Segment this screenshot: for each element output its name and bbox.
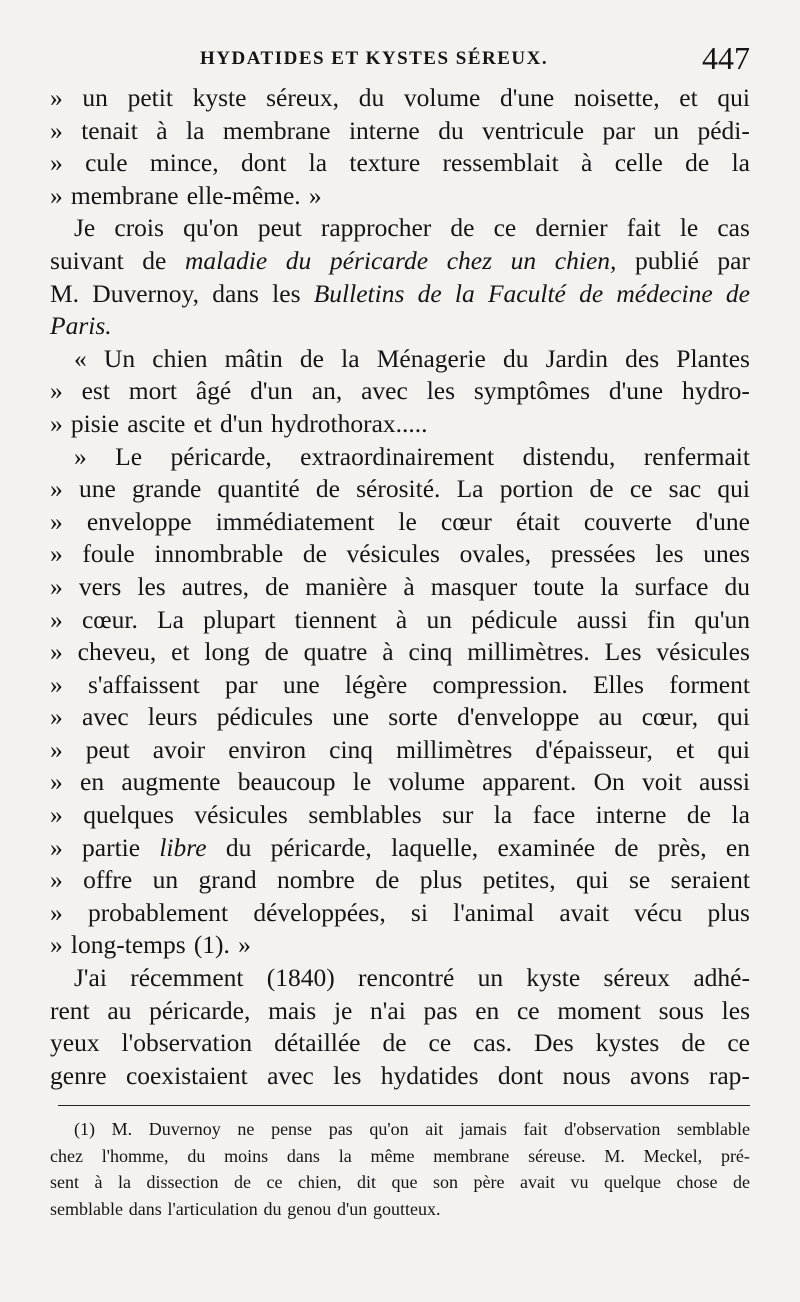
body-text-line: » partie libre du péricarde, laquelle, examinée de près, en <box>50 832 750 862</box>
body-text-line: » cheveu, et long de quatre à cinq millimètres. Les vésicules <box>50 637 750 667</box>
body-text-line: » long-temps (1). » <box>50 930 251 960</box>
body-text-line: suivant de maladie du péricarde chez un chien, publié par <box>50 245 750 275</box>
page-number: 447 <box>702 40 750 76</box>
body-text-line: » foule innombrable de vésicules ovales, pressées les unes <box>50 539 750 569</box>
body-text-line: » tenait à la membrane interne du ventricule par un pédi- <box>50 115 750 145</box>
body-text-line: » vers les autres, de manière à masquer toute la surface du <box>50 571 750 601</box>
body-text-line: » peut avoir environ cinq millimètres d'épaisseur, et qui <box>50 734 750 764</box>
footnotes <box>50 1116 750 1222</box>
body-text-line: » un petit kyste séreux, du volume d'une noisette, et qui <box>50 83 750 112</box>
body-text-line: » avec leurs pédicules une sorte d'enveloppe au cœur, qui <box>50 702 750 732</box>
footnote-line: semblable dans l'articulation du genou d'un goutteux. <box>50 1198 441 1219</box>
body-text-line: » Le péricarde, extraordinairement distendu, renfermait <box>74 441 750 471</box>
body-text-line: » s'affaissent par une légère compression. Elles forment <box>50 669 750 699</box>
body-text-line: » une grande quantité de sérosité. La portion de ce sac qui <box>50 474 750 504</box>
running-head <box>50 40 750 80</box>
body-text-line: » est mort âgé d'un an, avec les symptômes d'une hydro- <box>50 376 750 406</box>
body-text-line: » quelques vésicules semblables sur la face interne de la <box>50 800 750 830</box>
body-text-line: » cœur. La plupart tiennent à un pédicule aussi fin qu'un <box>50 604 750 634</box>
body-text-line: genre coexistaient avec les hydatides dont nous avons rap- <box>50 1060 750 1090</box>
body-text-line: » probablement développées, si l'animal avait vécu plus <box>50 897 750 927</box>
body-text-line: rent au péricarde, mais je n'ai pas en ce moment sous les <box>50 995 750 1025</box>
body-text-line: » membrane elle-même. » <box>50 180 322 210</box>
body-text-line: Je crois qu'on peut rapprocher de ce dernier fait le cas <box>74 213 750 243</box>
body-text-line: « Un chien mâtin de la Ménagerie du Jardin des Plantes <box>74 343 750 373</box>
body-text-line: » offre un grand nombre de plus petites, qui se seraient <box>50 865 750 895</box>
footnote-line: sent à la dissection de ce chien, dit que son père avait vu quelque chose de <box>50 1172 750 1192</box>
body-text <box>50 82 750 1092</box>
running-head-title: HYDATIDES ET KYSTES SÉREUX. <box>200 48 549 69</box>
body-text-line: yeux l'observation détaillée de ce cas. Des kystes de ce <box>50 1028 750 1058</box>
footnote-rule <box>58 1105 750 1106</box>
body-text-line: » pisie ascite et d'un hydrothorax..... <box>50 408 428 438</box>
body-text-line: J'ai récemment (1840) rencontré un kyste séreux adhé- <box>74 963 750 993</box>
body-text-line: Paris. <box>50 311 112 341</box>
body-text-line: » cule mince, dont la texture ressemblait à celle de la <box>50 148 750 178</box>
footnote-line: (1) M. Duvernoy ne pense pas qu'on ait jamais fait d'observation semblable <box>74 1119 750 1139</box>
book-page <box>50 0 750 1302</box>
footnote-line: chez l'homme, du moins dans la même membrane séreuse. M. Meckel, pré- <box>50 1145 750 1166</box>
body-text-line: » en augmente beaucoup le volume apparent. On voit aussi <box>50 767 750 797</box>
body-text-line: M. Duvernoy, dans les Bulletins de la Faculté de médecine de <box>50 278 750 308</box>
body-text-line: » enveloppe immédiatement le cœur était couverte d'une <box>50 506 750 536</box>
